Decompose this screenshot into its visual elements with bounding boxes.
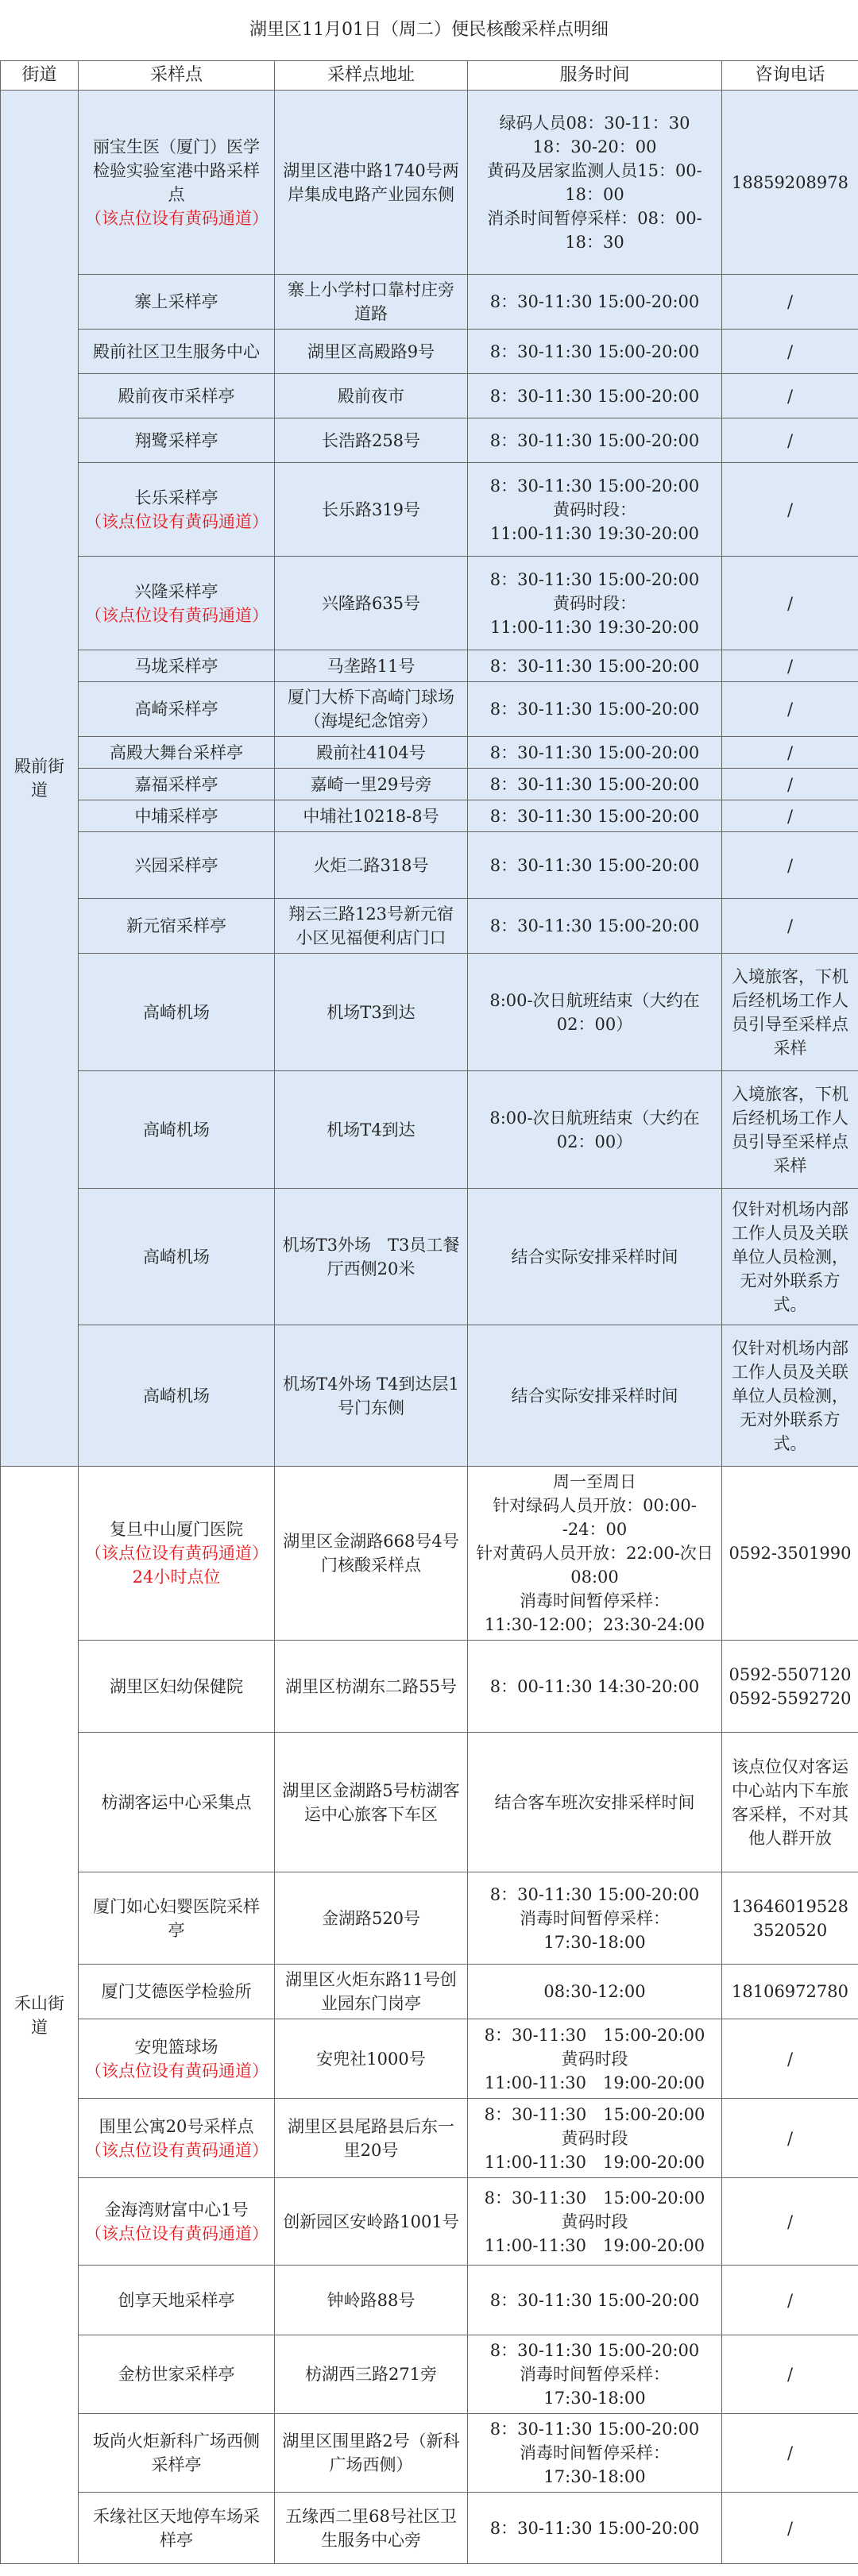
yellow-code-note: 24小时点位 [132,1568,221,1587]
service-hours-line: 黄码时段 [561,2128,628,2148]
site-name-cell [79,2178,275,2266]
site-name-cell [79,1641,275,1733]
service-hours-line: 针对黄码人员开放：22:00-次日08:00 [476,1544,713,1587]
address-cell: 安兜社1000号 [275,2019,468,2099]
phone-line: 仅针对机场内部工作人员及关联单位人员检测，无对外联系方式。 [732,1199,848,1314]
service-hours-line: 8：30-11:30 15:00-20:00 [489,855,700,875]
service-hours-line: 黄码时段 [561,2049,628,2069]
site-name: 围里公寓20号采样点 [99,2116,254,2136]
service-hours-cell [468,650,722,682]
site-name-cell [79,800,275,832]
service-hours-line: 8：30-11:30 15:00-20:00 [484,2104,705,2124]
address-cell: 寨上小学村口靠村庄旁道路 [275,275,468,330]
phone-line: 入境旅客，下机后经机场工作人员引导至采样点采样 [732,966,848,1058]
table-row [1,1071,858,1189]
service-hours-line: 17:30-18:00 [543,2467,646,2486]
site-name: 高崎采样亭 [134,700,218,719]
phone-line: 0592-3501990 [729,1544,852,1563]
phone-cell [722,330,858,374]
address-cell: 中埔社10218-8号 [275,800,468,832]
table-row [1,1641,858,1733]
site-name: 枋湖客运中心采集点 [101,1792,252,1812]
service-hours-line: 针对绿码人员开放：00:00--24：00 [493,1496,697,1539]
yellow-code-note: （该点位设有黄码通道） [85,2140,269,2160]
site-name-cell [79,2266,275,2335]
phone-line: / [786,2443,794,2462]
service-hours-line: 结合实际安排采样时间 [511,1386,678,1406]
service-hours-cell [468,2414,722,2493]
yellow-code-note: （该点位设有黄码通道） [85,208,269,228]
service-hours-line: 结合客车班次安排采样时间 [494,1792,695,1812]
site-name-cell [79,374,275,418]
yellow-code-note: （该点位设有黄码通道） [85,511,269,531]
phone-line: / [786,499,794,519]
service-hours-line: 8：30-11:30 15:00-20:00 [489,341,700,361]
address-cell: 湖里区枋湖东二路55号 [275,1641,468,1733]
site-name-cell [79,682,275,737]
service-hours-cell [468,769,722,800]
site-name: 嘉福采样亭 [134,774,218,794]
service-hours-line: 8：30-11:30 15:00-20:00 [489,916,700,935]
site-name-cell [79,91,275,275]
service-hours-cell [468,2266,722,2335]
table-row [1,832,858,899]
site-name: 安兜篮球场 [134,2037,218,2057]
phone-line: 13646019528 [732,1896,848,1916]
service-hours-cell [468,1872,722,1965]
phone-line: 0592-5592720 [729,1688,852,1708]
address-cell: 嘉崎一里29号旁 [275,769,468,800]
service-hours-line: 11:00-11:30 19:00-20:00 [484,2073,705,2092]
site-name-cell [79,2099,275,2178]
table-row [1,769,858,800]
service-hours-cell [468,832,722,899]
service-hours-cell [468,330,722,374]
table-row [1,463,858,557]
site-name: 高崎机场 [143,1247,210,1267]
service-hours-line: 8：30-11:30 15:00-20:00 [489,569,700,589]
service-hours-line: 8：30-11:30 15:00-20:00 [489,656,700,676]
yellow-code-note: （该点位设有黄码通道） [85,2061,269,2080]
site-name: 寨上采样亭 [134,292,218,311]
phone-cell [722,800,858,832]
service-hours-line: 消杀时间暂停采样：08：00-18：30 [487,208,702,252]
service-hours-line: 8：30-11:30 15:00-20:00 [489,1884,700,1904]
site-name: 殿前夜市采样亭 [118,386,235,406]
service-hours-line: 11:00-11:30 19:00-20:00 [484,2235,705,2255]
service-hours-line: 结合实际安排采样时间 [511,1247,678,1267]
street-cell: 殿前街道 [1,91,79,1467]
service-hours-line: 17:30-18:00 [543,1932,646,1952]
service-hours-cell [468,418,722,463]
site-name-cell [79,463,275,557]
phone-cell [722,737,858,769]
address-cell: 机场T4外场 T4到达层1号门东侧 [275,1325,468,1467]
phone-cell [722,2335,858,2414]
table-row [1,418,858,463]
service-hours-line: 8：30-11:30 15:00-20:00 [484,2188,705,2208]
service-hours-line: 8：30-11:30 15:00-20:00 [489,806,700,826]
phone-line: / [786,700,794,719]
yellow-code-note: （该点位设有黄码通道） [85,1544,269,1563]
site-name-cell [79,557,275,650]
service-hours-cell [468,1071,722,1189]
phone-line: / [786,386,794,406]
phone-cell [722,1467,858,1641]
phone-cell [722,1965,858,2019]
service-hours-line: 8：30-11:30 15:00-20:00 [489,476,700,496]
service-hours-line: 8：30-11:30 15:00-20:00 [489,700,700,719]
service-hours-line: 消毒时间暂停采样： [520,2443,670,2462]
service-hours-cell [468,737,722,769]
yellow-code-note: （该点位设有黄码通道） [85,605,269,625]
table-row [1,557,858,650]
phone-line: / [786,341,794,361]
service-hours-cell [468,1325,722,1467]
phone-cell [722,1189,858,1325]
service-hours-cell [468,1965,722,2019]
service-hours-cell [468,463,722,557]
header-phone: 咨询电话 [722,61,858,91]
table-row [1,2178,858,2266]
address-cell: 湖里区金湖路5号枋湖客运中心旅客下车区 [275,1733,468,1872]
service-hours-line: 8：30-11:30 15:00-20:00 [489,292,700,311]
yellow-code-note: （该点位设有黄码通道） [85,2223,269,2243]
site-name: 金枋世家采样亭 [118,2365,235,2384]
phone-line: 0592-5507120 [729,1664,852,1684]
table-row [1,91,858,275]
table-row [1,1325,858,1467]
phone-line: / [786,774,794,794]
table-row [1,2414,858,2493]
phone-line: 该点位仅对客运中心站内下车旅客采样，不对其他人群开放 [732,1757,848,1848]
address-cell: 马垄路11号 [275,650,468,682]
address-cell: 枋湖西三路271旁 [275,2335,468,2414]
service-hours-cell [468,954,722,1071]
site-name: 丽宝生医（厦门）医学检验实验室港中路采样点 [93,137,260,204]
phone-line: / [786,2290,794,2310]
site-name: 马垅采样亭 [134,656,218,676]
phone-cell [722,2493,858,2564]
site-name: 高崎机场 [143,1002,210,1022]
service-hours-line: 8：00-11:30 14:30-20:00 [489,1676,700,1696]
site-name: 高崎机场 [143,1386,210,1406]
table-row [1,1467,858,1641]
address-cell: 金湖路520号 [275,1872,468,1965]
service-hours-line: 8：30-11:30 15:00-20:00 [489,774,700,794]
phone-cell [722,91,858,275]
address-cell: 湖里区围里路2号（新科广场西侧） [275,2414,468,2493]
address-cell: 长浩路258号 [275,418,468,463]
address-cell: 五缘西二里68号社区卫生服务中心旁 [275,2493,468,2564]
address-cell: 殿前夜市 [275,374,468,418]
site-name-cell [79,275,275,330]
street-cell: 禾山街道 [1,1467,79,2564]
service-hours-line: 8：30-11:30 15:00-20:00 [489,2290,700,2310]
phone-cell [722,2266,858,2335]
phone-cell [722,769,858,800]
site-name-cell [79,2019,275,2099]
service-hours-cell [468,2493,722,2564]
service-hours-line: 8：30-11:30 15:00-20:00 [489,2420,700,2439]
address-cell: 兴隆路635号 [275,557,468,650]
phone-cell [722,418,858,463]
phone-cell [722,2019,858,2099]
site-name: 复旦中山厦门医院 [110,1520,243,1539]
site-name-cell [79,1965,275,2019]
service-hours-cell [468,557,722,650]
table-row [1,330,858,374]
phone-line: / [786,2365,794,2384]
table-row [1,800,858,832]
phone-line: / [786,2128,794,2148]
site-name-cell [79,330,275,374]
service-hours-line: 11:30-12:00；23:30-24:00 [484,1615,705,1634]
site-name-cell [79,1189,275,1325]
service-hours-cell [468,2178,722,2266]
service-hours-line: 黄码时段： [553,499,636,519]
header-street: 街道 [1,61,79,91]
service-hours-cell [468,2335,722,2414]
service-hours-line: 黄码时段： [553,593,636,613]
site-name-cell [79,650,275,682]
address-cell: 创新园区安岭路1001号 [275,2178,468,2266]
phone-cell [722,1325,858,1467]
table-row [1,682,858,737]
address-cell: 机场T4到达 [275,1071,468,1189]
service-hours-line: 8：30-11:30 15:00-20:00 [484,2025,705,2045]
phone-cell [722,650,858,682]
table-row [1,374,858,418]
site-name: 兴园采样亭 [134,855,218,875]
table-row [1,2266,858,2335]
phone-line: 3520520 [752,1920,828,1940]
sampling-site-table [0,60,858,2564]
site-name: 金海湾财富中心1号 [104,2200,249,2219]
address-cell: 湖里区金湖路668号4号门核酸采样点 [275,1467,468,1641]
service-hours-line: 8：30-11:30 15:00-20:00 [489,386,700,406]
address-cell: 机场T3到达 [275,954,468,1071]
service-hours-cell [468,91,722,275]
phone-cell [722,2099,858,2178]
site-name-cell [79,1325,275,1467]
phone-line: 入境旅客，下机后经机场工作人员引导至采样点采样 [732,1084,848,1175]
phone-cell [722,1733,858,1872]
service-hours-line: 黄码时段 [561,2212,628,2231]
table-row [1,2335,858,2414]
phone-cell [722,899,858,954]
site-name: 兴隆采样亭 [134,581,218,601]
address-cell: 殿前社4104号 [275,737,468,769]
phone-cell [722,1641,858,1733]
site-name-cell [79,899,275,954]
table-row [1,2019,858,2099]
phone-cell [722,2178,858,2266]
service-hours-cell [468,1641,722,1733]
phone-cell [722,1872,858,1965]
site-name: 厦门艾德医学检验所 [101,1982,252,2001]
site-name-cell [79,2493,275,2564]
site-name-cell [79,954,275,1071]
address-cell: 厦门大桥下高崎门球场（海堤纪念馆旁） [275,682,468,737]
phone-line: / [786,2518,794,2538]
table-row [1,1965,858,2019]
phone-line: / [786,593,794,613]
address-cell: 翔云三路123号新元宿小区见福便利店门口 [275,899,468,954]
service-hours-cell [468,899,722,954]
site-name-cell [79,1872,275,1965]
site-name-cell [79,1733,275,1872]
service-hours-cell [468,682,722,737]
address-cell: 钟岭路88号 [275,2266,468,2335]
site-name: 坂尚火炬新科广场西侧采样亭 [93,2431,260,2474]
service-hours-line: 周一至周日 [553,1472,636,1491]
address-cell: 火炬二路318号 [275,832,468,899]
site-name: 翔鹭采样亭 [134,430,218,450]
table-row [1,650,858,682]
service-hours-line: 消毒时间暂停采样： [520,2365,670,2384]
phone-line: / [786,806,794,826]
site-name: 新元宿采样亭 [126,916,226,935]
site-name: 中埔采样亭 [134,806,218,826]
service-hours-line: 8：30-11:30 15:00-20:00 [489,2518,700,2538]
header-site: 采样点 [79,61,275,91]
phone-cell [722,463,858,557]
address-cell: 长乐路319号 [275,463,468,557]
phone-cell [722,832,858,899]
service-hours-line: 黄码及居家监测人员15：00-18：00 [487,160,702,204]
header-hours: 服务时间 [468,61,722,91]
address-cell: 湖里区港中路1740号两岸集成电路产业园东侧 [275,91,468,275]
address-cell: 湖里区县尾路县后东一里20号 [275,2099,468,2178]
table-row [1,2493,858,2564]
site-name: 长乐采样亭 [134,488,218,507]
phone-cell [722,557,858,650]
phone-cell [722,374,858,418]
site-name: 殿前社区卫生服务中心 [93,341,260,361]
service-hours-line: 8：30-11:30 15:00-20:00 [489,742,700,762]
service-hours-cell [468,2019,722,2099]
table-row [1,737,858,769]
table-row [1,1733,858,1872]
service-hours-line: 8：30-11:30 15:00-20:00 [489,430,700,450]
table-row [1,1189,858,1325]
service-hours-line: 8:00-次日航班结束（大约在02：00） [489,1108,700,1151]
site-name: 创享天地采样亭 [118,2290,235,2310]
site-name-cell [79,2335,275,2414]
phone-line: / [786,656,794,676]
table-row [1,954,858,1071]
site-name-cell [79,1071,275,1189]
phone-line: / [786,855,794,875]
service-hours-line: 8：30-11:30 15:00-20:00 [489,2341,700,2360]
service-hours-cell [468,275,722,330]
phone-line: 18106972780 [732,1982,848,2001]
site-name: 禾缘社区天地停车场采样亭 [93,2506,260,2550]
phone-line: / [786,742,794,762]
phone-line: / [786,916,794,935]
phone-line: / [786,430,794,450]
table-header-row [1,61,858,91]
service-hours-line: 11:00-11:30 19:00-20:00 [484,2152,705,2172]
service-hours-cell [468,1189,722,1325]
site-name-cell [79,1467,275,1641]
address-cell: 湖里区火炬东路11号创业园东门岗亭 [275,1965,468,2019]
table-row [1,2099,858,2178]
table-body [1,91,858,2564]
service-hours-line: 消毒时间暂停采样： [520,1591,670,1610]
site-name: 高崎机场 [143,1120,210,1140]
phone-cell [722,954,858,1071]
address-cell: 机场T3外场 T3员工餐厅西侧20米 [275,1189,468,1325]
site-name-cell [79,832,275,899]
site-name-cell [79,769,275,800]
site-name-cell [79,737,275,769]
site-name: 厦门如心妇婴医院采样亭 [93,1896,260,1940]
site-name-cell [79,2414,275,2493]
service-hours-cell [468,1467,722,1641]
table-row [1,275,858,330]
phone-cell [722,1071,858,1189]
header-address: 采样点地址 [275,61,468,91]
service-hours-line: 08:30-12:00 [543,1982,646,2001]
phone-cell [722,275,858,330]
service-hours-cell [468,2099,722,2178]
phone-line: / [786,2049,794,2069]
phone-cell [722,2414,858,2493]
service-hours-cell [468,800,722,832]
site-name: 高殿大舞台采样亭 [110,742,243,762]
phone-line: / [786,2212,794,2231]
address-cell: 湖里区高殿路9号 [275,330,468,374]
table-row [1,899,858,954]
phone-line: / [786,292,794,311]
page-title: 湖里区11月01日（周二）便民核酸采样点明细 [0,0,858,61]
phone-line: 18859208978 [732,172,848,192]
table-row [1,1872,858,1965]
site-name-cell [79,418,275,463]
phone-line: 仅针对机场内部工作人员及关联单位人员检测，无对外联系方式。 [732,1338,848,1453]
service-hours-line: 绿码人员08：30-11：30 18：30-20：00 [499,113,707,156]
service-hours-line: 消毒时间暂停采样： [520,1908,670,1928]
service-hours-line: 17:30-18:00 [543,2389,646,2408]
service-hours-line: 11:00-11:30 19:30-20:00 [490,617,699,637]
phone-cell [722,682,858,737]
service-hours-line: 8:00-次日航班结束（大约在02：00） [489,990,700,1034]
site-name: 湖里区妇幼保健院 [110,1676,243,1696]
service-hours-cell [468,374,722,418]
service-hours-cell [468,1733,722,1872]
service-hours-line: 11:00-11:30 19:30-20:00 [490,523,699,543]
